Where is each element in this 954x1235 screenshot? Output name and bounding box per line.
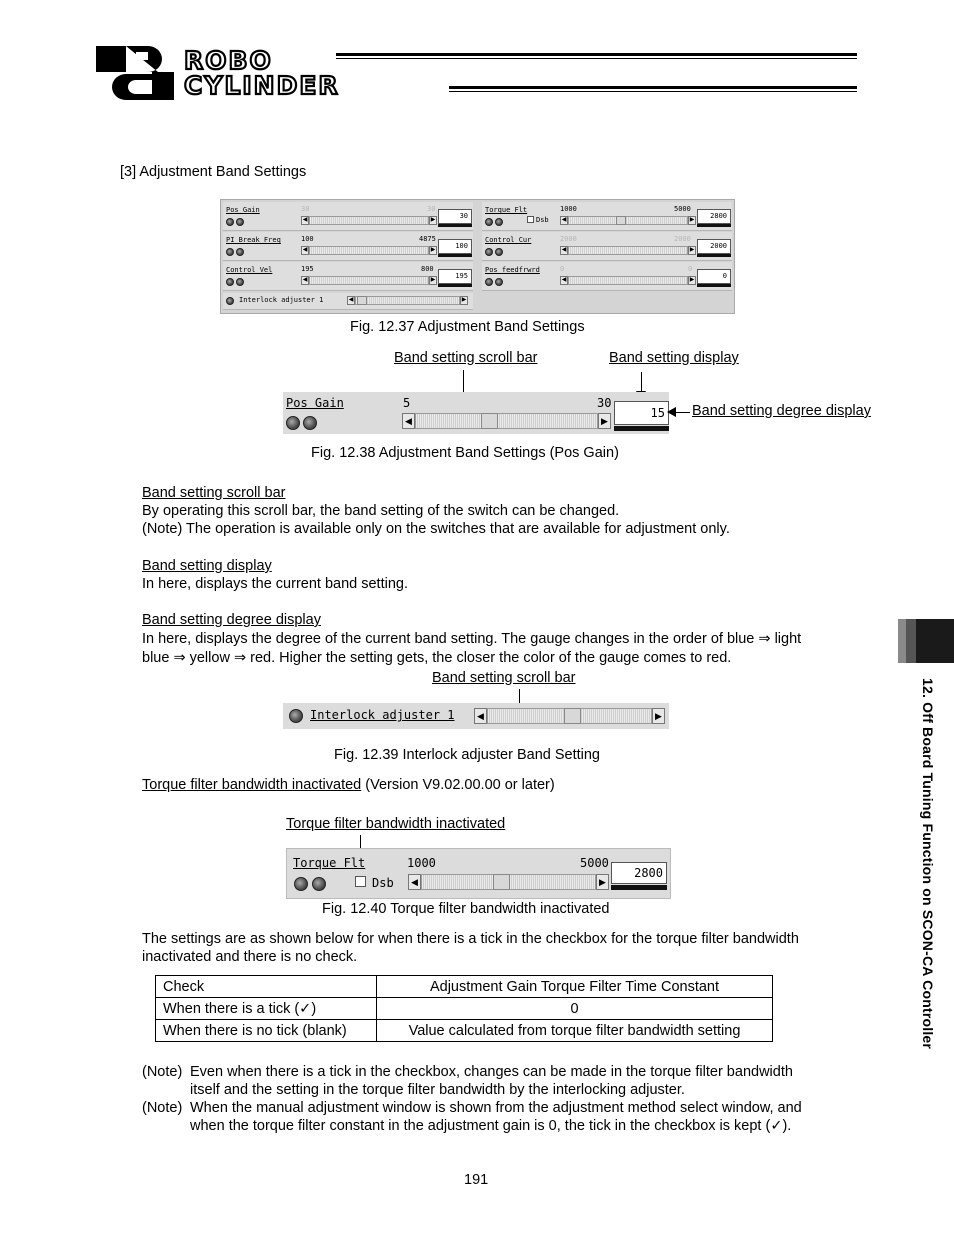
band-scroll-track[interactable] bbox=[568, 276, 688, 285]
svg-text:ROBO: ROBO bbox=[184, 48, 273, 74]
band-max: 5000 bbox=[580, 856, 609, 870]
note-prefix: (Note) bbox=[142, 1100, 183, 1116]
band-display: 195 bbox=[438, 269, 472, 284]
settings-line: inactivated and there is no check. bbox=[142, 949, 358, 965]
band-degree-gauge bbox=[697, 284, 731, 287]
scroll-left-button[interactable]: ◀ bbox=[348, 297, 354, 303]
gauge-led-icon bbox=[495, 248, 503, 256]
dsb-checkbox[interactable] bbox=[355, 876, 366, 887]
band-min: 1000 bbox=[407, 856, 436, 870]
table-header-cell: Adjustment Gain Torque Filter Time Constant bbox=[377, 976, 773, 998]
band-degree-gauge bbox=[438, 254, 472, 257]
gauge-led-icon bbox=[495, 278, 503, 286]
band-min: 0 bbox=[560, 265, 565, 273]
desc-degree-line: blue ⇒ yellow ⇒ red. Higher the setting gets, the closer the color of the gauge comes to red. bbox=[142, 650, 732, 666]
scroll-right-button[interactable]: ▶ bbox=[461, 297, 467, 303]
scroll-left-button[interactable]: ◀ bbox=[561, 247, 567, 253]
band-degree-gauge bbox=[611, 885, 667, 890]
band-row-label: Pos feedfrwrd bbox=[485, 266, 540, 274]
band-display: 2800 bbox=[697, 209, 731, 224]
scroll-right-button[interactable]: ▶ bbox=[598, 413, 611, 429]
scroll-left-button[interactable]: ◀ bbox=[408, 874, 421, 890]
interlock-label: Interlock adjuster 1 bbox=[310, 708, 455, 722]
notes bbox=[142, 1063, 862, 1135]
band-scroll-track[interactable] bbox=[568, 216, 688, 225]
header-rule-bottom-thin bbox=[449, 91, 857, 92]
scroll-left-button[interactable]: ◀ bbox=[561, 277, 567, 283]
band-max: 800 bbox=[421, 265, 434, 273]
band-min: 30 bbox=[301, 205, 310, 213]
gauge-led-icon bbox=[303, 416, 317, 430]
band-row-control-cur bbox=[482, 232, 732, 261]
band-row-pos-gain bbox=[223, 202, 473, 231]
band-display: 2800 bbox=[611, 862, 667, 884]
scroll-right-button[interactable]: ▶ bbox=[430, 247, 436, 253]
band-min: 2000 bbox=[560, 235, 577, 243]
band-scroll-track[interactable] bbox=[309, 216, 429, 225]
gauge-led-icon bbox=[236, 248, 244, 256]
callout-torque-inactivated: Torque filter bandwidth inactivated bbox=[286, 816, 506, 832]
scroll-left-button[interactable]: ◀ bbox=[402, 413, 415, 429]
band-display: 2000 bbox=[697, 239, 731, 254]
band-max: 30 bbox=[597, 396, 612, 410]
dsb-checkbox[interactable] bbox=[527, 216, 534, 223]
torque-heading-version: (Version V9.02.00.00 or later) bbox=[361, 777, 555, 793]
band-scroll-track[interactable] bbox=[309, 246, 429, 255]
scroll-left-button[interactable]: ◀ bbox=[302, 247, 308, 253]
gauge-led-icon bbox=[485, 218, 493, 226]
desc-degree bbox=[142, 611, 801, 668]
band-min: 195 bbox=[301, 265, 314, 273]
scroll-thumb[interactable] bbox=[481, 413, 498, 429]
scroll-thumb[interactable] bbox=[564, 708, 581, 724]
gauge-led-icon bbox=[485, 278, 493, 286]
band-max: 4875 bbox=[419, 235, 436, 243]
band-max: 5000 bbox=[674, 205, 691, 213]
interlock-scroll-track[interactable] bbox=[355, 296, 460, 305]
pos-gain-zoom bbox=[283, 392, 669, 434]
scroll-right-button[interactable]: ▶ bbox=[689, 217, 695, 223]
gauge-led-icon bbox=[226, 297, 234, 305]
scroll-thumb[interactable] bbox=[616, 216, 626, 225]
band-row-label: Torque Flt bbox=[485, 206, 528, 214]
torque-flt-zoom bbox=[286, 848, 671, 899]
torque-heading bbox=[142, 776, 555, 794]
scroll-right-button[interactable]: ▶ bbox=[596, 874, 609, 890]
scroll-thumb[interactable] bbox=[357, 296, 367, 305]
table-row bbox=[156, 1020, 773, 1042]
dsb-label: Dsb bbox=[536, 216, 549, 224]
band-max: 0 bbox=[688, 265, 693, 273]
desc-scroll-note: (Note) The operation is available only on the switches that are available for adjustment only. bbox=[142, 521, 730, 537]
note-2 bbox=[142, 1099, 862, 1117]
table-cell: 0 bbox=[377, 998, 773, 1020]
band-display: 30 bbox=[438, 209, 472, 224]
band-degree-gauge bbox=[614, 426, 669, 431]
band-row-label: Control Cur bbox=[485, 236, 532, 244]
band-display: 15 bbox=[614, 401, 669, 425]
table-header-cell: Check bbox=[156, 976, 377, 998]
scroll-right-button[interactable]: ▶ bbox=[689, 277, 695, 283]
band-row-label: Pos Gain bbox=[286, 396, 344, 410]
torque-check-table bbox=[155, 975, 773, 1042]
band-degree-gauge bbox=[697, 224, 731, 227]
table-row bbox=[156, 998, 773, 1020]
desc-display-title: Band setting display bbox=[142, 558, 272, 574]
band-display: 100 bbox=[438, 239, 472, 254]
callout-band-scroll-bar: Band setting scroll bar bbox=[394, 350, 538, 366]
band-min: 1000 bbox=[560, 205, 577, 213]
band-degree-gauge bbox=[697, 254, 731, 257]
interlock-row bbox=[223, 293, 473, 310]
fig38-caption: Fig. 12.38 Adjustment Band Settings (Pos Gain) bbox=[311, 445, 619, 461]
note-line: itself and the setting in the torque filter bandwidth by the interlocking adjuster. bbox=[190, 1082, 685, 1098]
gauge-led-icon bbox=[294, 877, 308, 891]
gauge-led-icon bbox=[226, 218, 234, 226]
desc-scroll bbox=[142, 484, 730, 538]
settings-paragraph bbox=[142, 930, 799, 966]
gauge-led-icon bbox=[226, 278, 234, 286]
scroll-right-button[interactable]: ▶ bbox=[689, 247, 695, 253]
dsb-label: Dsb bbox=[372, 876, 394, 890]
scroll-left-button[interactable]: ◀ bbox=[561, 217, 567, 223]
callout-arrow bbox=[668, 412, 690, 413]
chapter-side-title: 12. Off Board Tuning Function on SCON-CA Controller bbox=[920, 678, 936, 1050]
scroll-right-button[interactable]: ▶ bbox=[430, 277, 436, 283]
band-scroll-track[interactable] bbox=[309, 276, 429, 285]
torque-heading-link: Torque filter bandwidth inactivated bbox=[142, 777, 362, 793]
band-scroll-track[interactable] bbox=[568, 246, 688, 255]
header-rule-top bbox=[336, 53, 857, 56]
interlock-label: Interlock adjuster 1 bbox=[239, 296, 324, 304]
interlock-zoom bbox=[283, 703, 669, 729]
band-min: 100 bbox=[301, 235, 314, 243]
band-min: 5 bbox=[403, 396, 411, 410]
desc-display bbox=[142, 557, 408, 593]
band-row-control-vel bbox=[223, 262, 473, 291]
band-row-pi-break-freq bbox=[223, 232, 473, 261]
section-title: [3] Adjustment Band Settings bbox=[120, 164, 307, 180]
band-degree-gauge bbox=[438, 224, 472, 227]
desc-scroll-line: By operating this scroll bar, the band setting of the switch can be changed. bbox=[142, 503, 620, 519]
page-number: 191 bbox=[464, 1172, 489, 1188]
gauge-led-icon bbox=[485, 248, 493, 256]
note-line: when the torque filter constant in the adjustment gain is 0, the tick in the checkbox is kept (✓). bbox=[190, 1118, 792, 1134]
band-row-label: Torque Flt bbox=[293, 856, 366, 870]
band-display: 0 bbox=[697, 269, 731, 284]
desc-degree-title: Band setting degree display bbox=[142, 612, 321, 628]
note-line: When the manual adjustment window is shown from the adjustment method select window, and bbox=[190, 1100, 802, 1116]
band-row-label: Pos Gain bbox=[226, 206, 260, 214]
gauge-led-icon bbox=[226, 248, 234, 256]
gauge-led-icon bbox=[286, 416, 300, 430]
fig39-caption: Fig. 12.39 Interlock adjuster Band Setting bbox=[334, 747, 600, 763]
callout-interlock-scroll-bar: Band setting scroll bar bbox=[432, 670, 576, 686]
scroll-left-button[interactable]: ◀ bbox=[474, 708, 487, 724]
scroll-left-button[interactable]: ◀ bbox=[302, 277, 308, 283]
note-prefix: (Note) bbox=[142, 1064, 183, 1080]
gauge-led-icon bbox=[495, 218, 503, 226]
table-cell: Value calculated from torque filter bandwidth setting bbox=[377, 1020, 773, 1042]
header-rule-top-thin bbox=[336, 58, 857, 59]
band-scroll-track[interactable] bbox=[415, 413, 598, 429]
scroll-right-button[interactable]: ▶ bbox=[652, 708, 665, 724]
desc-degree-line: In here, displays the degree of the current band setting. The gauge changes in the order of blue ⇒ light bbox=[142, 631, 802, 647]
band-max: 2000 bbox=[674, 235, 691, 243]
desc-display-line: In here, displays the current band setting. bbox=[142, 576, 408, 592]
fig40-caption: Fig. 12.40 Torque filter bandwidth inactivated bbox=[322, 901, 610, 917]
table-cell: When there is a tick (✓) bbox=[156, 998, 377, 1020]
note-1 bbox=[142, 1063, 862, 1081]
callout-band-display: Band setting display bbox=[609, 350, 739, 366]
scroll-thumb[interactable] bbox=[493, 874, 510, 890]
fig37-caption: Fig. 12.37 Adjustment Band Settings bbox=[350, 319, 585, 335]
gauge-led-icon bbox=[289, 709, 303, 723]
band-degree-gauge bbox=[438, 284, 472, 287]
gauge-led-icon bbox=[236, 278, 244, 286]
band-row-torque-flt bbox=[482, 202, 732, 231]
band-max: 30 bbox=[427, 205, 436, 213]
rc-logo-mark bbox=[96, 44, 178, 100]
band-row-pos-feedfrwrd bbox=[482, 262, 732, 291]
scroll-left-button[interactable]: ◀ bbox=[302, 217, 308, 223]
svg-text:CYLINDER: CYLINDER bbox=[184, 72, 340, 100]
note-line: Even when there is a tick in the checkbox, changes can be made in the torque filter bandwidth bbox=[190, 1064, 793, 1080]
table-cell: When there is no tick (blank) bbox=[156, 1020, 377, 1042]
band-row-label: PI Break Freq bbox=[226, 236, 281, 244]
band-row-label: Control Vel bbox=[226, 266, 273, 274]
table-header-row bbox=[156, 976, 773, 998]
chapter-tab bbox=[898, 619, 954, 663]
header-rule-bottom bbox=[449, 86, 857, 89]
gauge-led-icon bbox=[236, 218, 244, 226]
adjustment-band-panel bbox=[220, 199, 735, 314]
settings-line: The settings are as shown below for when there is a tick in the checkbox for the torque filter bandwidth bbox=[142, 931, 799, 947]
logo-cylinder bbox=[184, 72, 454, 106]
gauge-led-icon bbox=[312, 877, 326, 891]
scroll-right-button[interactable]: ▶ bbox=[430, 217, 436, 223]
desc-scroll-title: Band setting scroll bar bbox=[142, 485, 286, 501]
callout-band-degree-display: Band setting degree display bbox=[692, 403, 871, 419]
